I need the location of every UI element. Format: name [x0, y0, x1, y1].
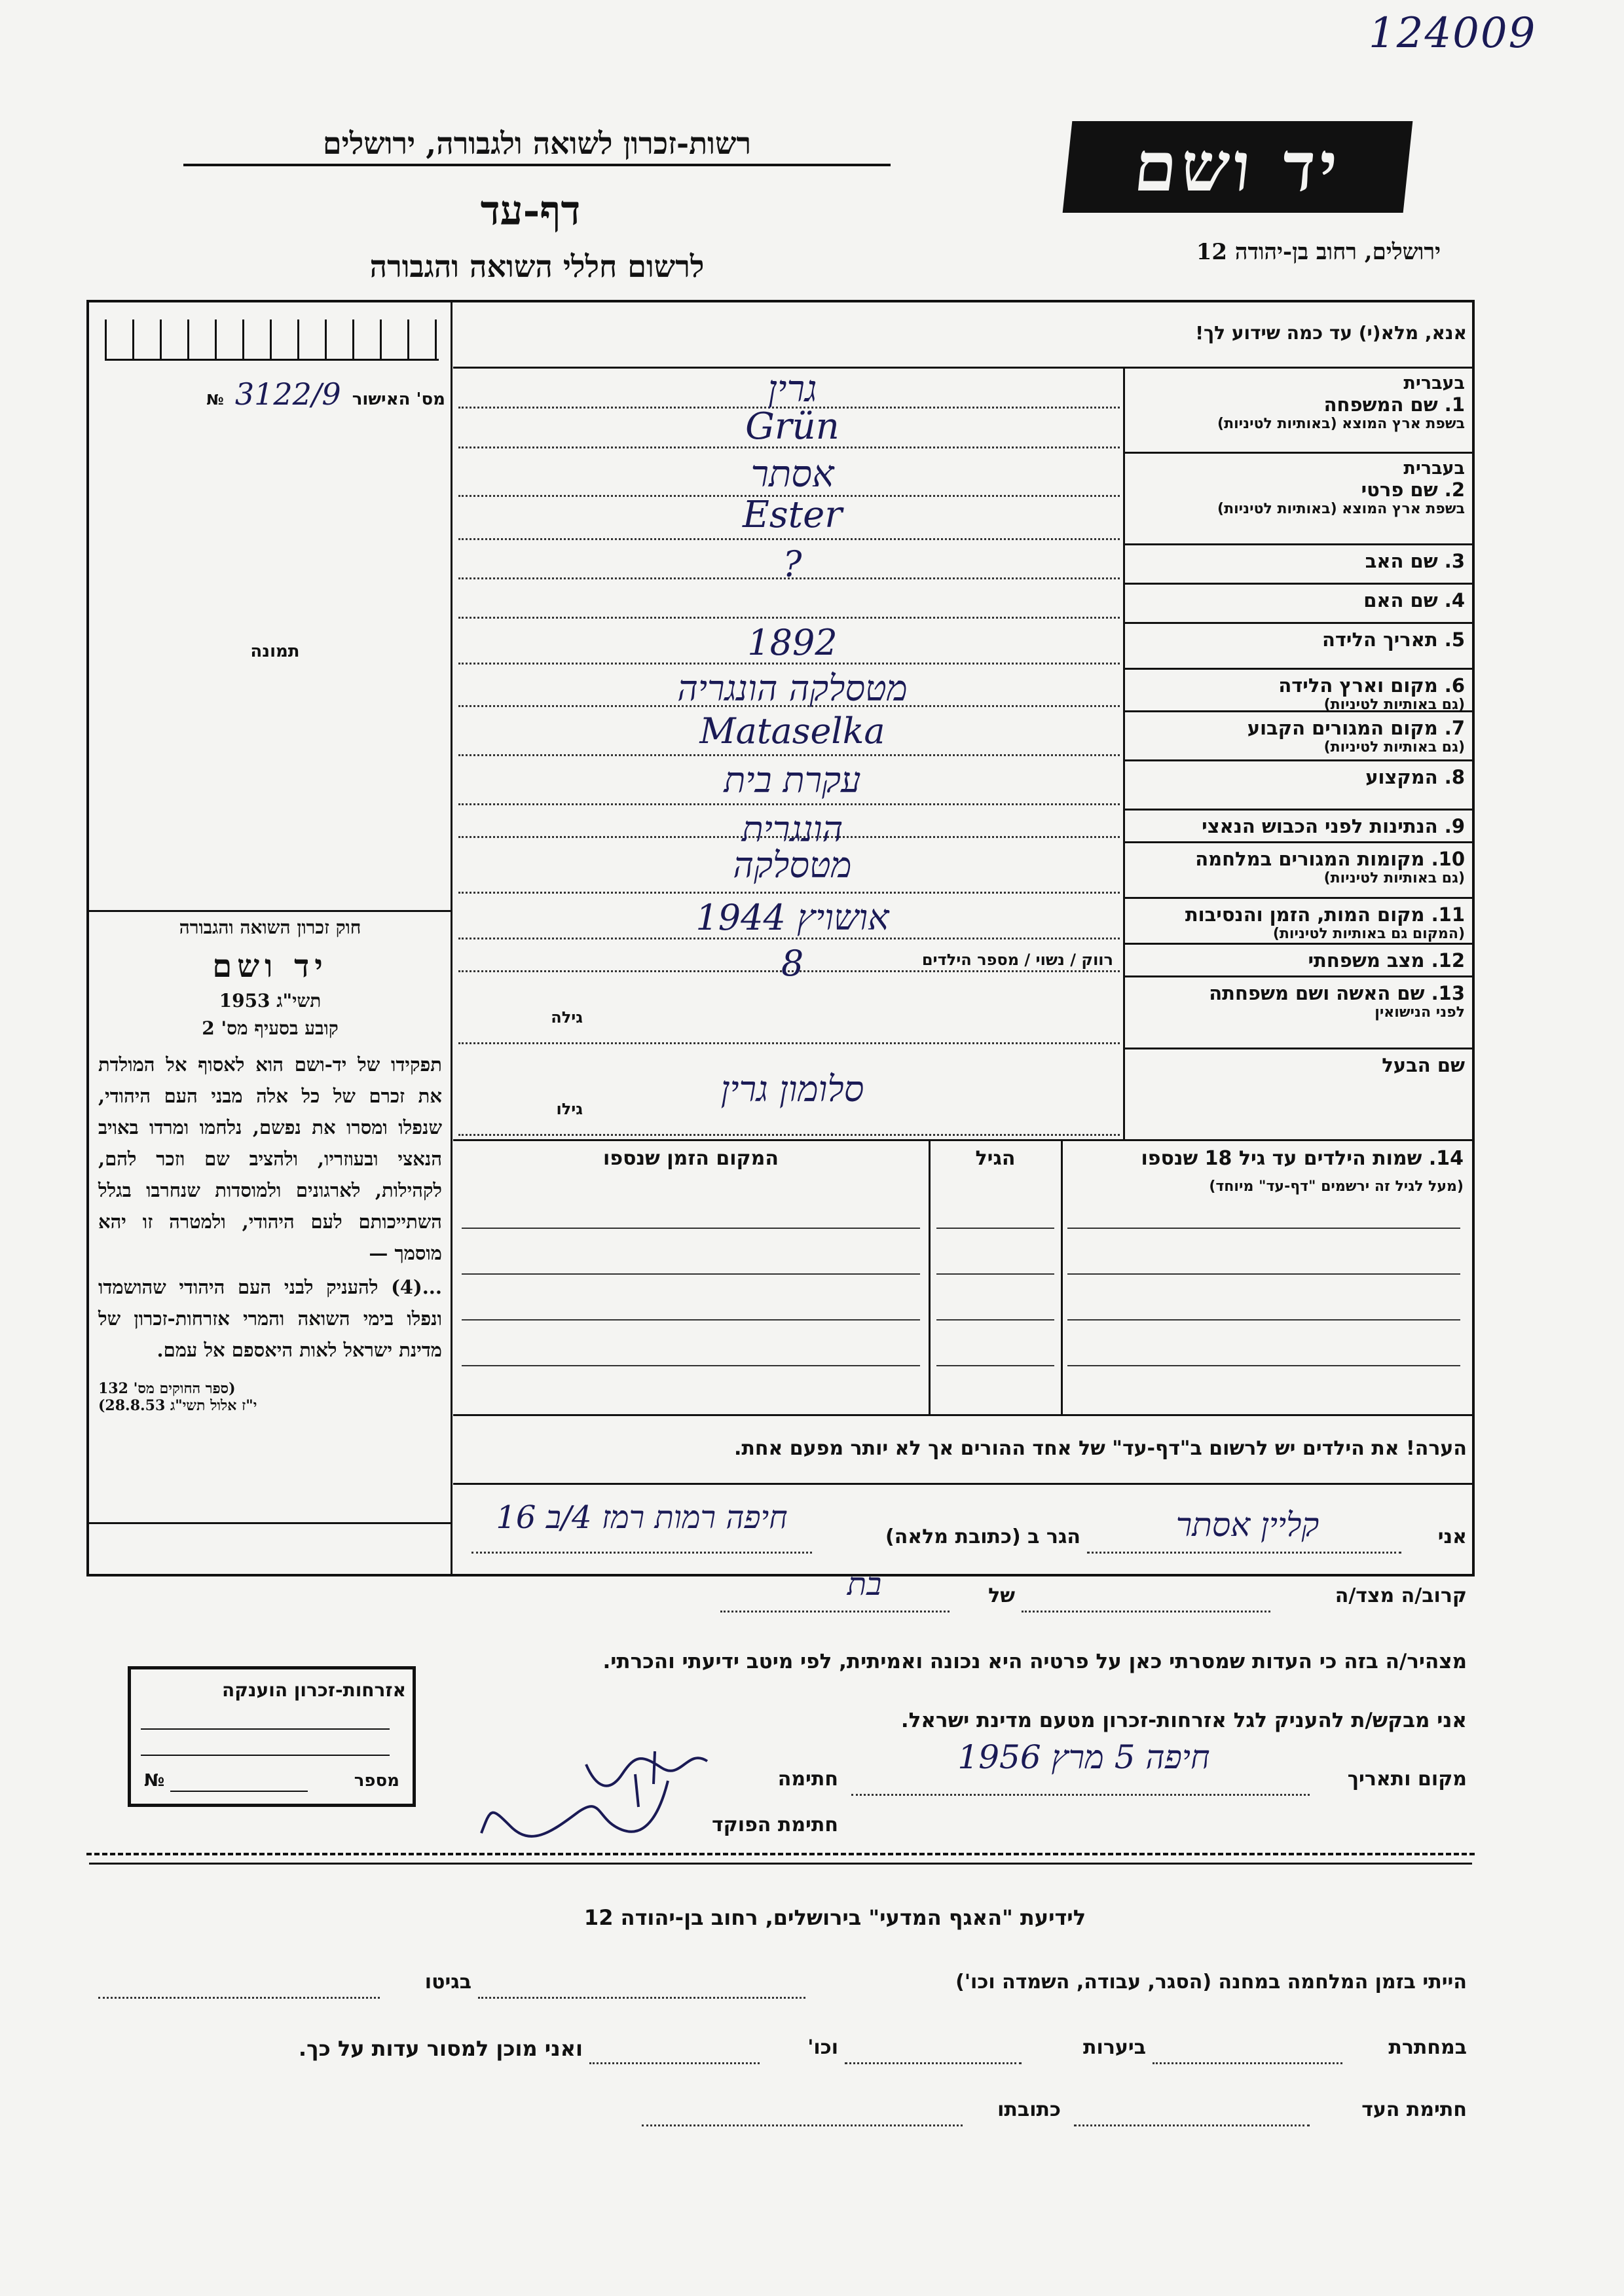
field-label-14	[1128, 1054, 1465, 1076]
field-value-heb: גרין	[767, 368, 817, 410]
certificate-no: №	[144, 1771, 165, 1791]
field-sub: בשפת ארץ המוצא (באותיות לטיניות)	[1217, 416, 1465, 432]
lang-label: בעברית	[1403, 458, 1465, 479]
field-title: 13. שם האשה ושם משפחתה	[1209, 982, 1465, 1004]
field-label-9	[1128, 815, 1465, 837]
field-value: הונגרית	[741, 809, 843, 850]
field-label-6	[1128, 674, 1465, 713]
child-row-line	[936, 1319, 1054, 1321]
footer-line3-a: חתימת העד	[1361, 2098, 1467, 2121]
field-label-1	[1128, 373, 1465, 432]
field-title: 4. שם האם	[1363, 589, 1465, 611]
field-label-2	[1128, 458, 1465, 517]
field-title: 1. שם המשפחה	[1323, 393, 1465, 416]
field-sub: (המקום גם באותיות לטיניות)	[1272, 926, 1465, 942]
id-boxes	[105, 319, 439, 361]
certificate-number-label: מספר	[354, 1771, 399, 1791]
child-row-line	[1067, 1319, 1460, 1321]
field-label-5	[1128, 629, 1465, 651]
footer-separator	[86, 1853, 1475, 1855]
field-sub: בשפת ארץ המוצא (באותיות לטיניות)	[1217, 501, 1465, 517]
field-value: 1892	[747, 622, 838, 663]
officer-label: חתימת הפוקד	[712, 1813, 838, 1836]
law-body: תפקידו של יד-ושם הוא לאסוף אל המולדת את זכרם של כל אלה מבני העם היהודי, שנפלו ומסרו את נפשם, נלחמו ומרדו באויב הנאצי ובעוזריו, ולהציב שם וזכר להם, לקהילות, לארגונים ולמוסדות שנחרבו בגלל השתייכותם לעם היהודי, ולמטרה זו יהא מוסמך —	[98, 1053, 442, 1264]
field-label-13	[1128, 982, 1465, 1021]
field-title: 8. המקצוע	[1365, 766, 1465, 788]
field-value: Mataselka	[699, 710, 885, 752]
declarant-i-label: אני	[1437, 1525, 1467, 1548]
field-label-12	[1128, 949, 1465, 972]
field-value: עקרת בית	[724, 759, 861, 801]
logo-text: יד ושם	[1130, 126, 1345, 207]
address: ירושלים, רחוב בן-יהודה 12	[1196, 239, 1441, 265]
field-sub: (גם באותיות לטיניות)	[1323, 697, 1465, 713]
footer-line2-a: במחתרת	[1388, 2036, 1467, 2059]
child-row-line	[1067, 1365, 1460, 1366]
record-value: 3122/9	[234, 376, 341, 412]
field-sub: (גם באותיות לטיניות)	[1323, 870, 1465, 886]
field-title: 2. שם פרטי	[1361, 479, 1465, 501]
law-item4: ...(4) להעניק לבני העם היהודי שהושמדו ונפלו בימי השואה והמרי אזרחות-זכרון של מדינת ישראל לאות היאספם אל עמם.	[98, 1276, 442, 1361]
footer-line2-c: וכו'	[807, 2036, 838, 2059]
law-name: יד ושם	[212, 948, 328, 985]
law-year: 1953	[219, 990, 270, 1011]
children-label	[1064, 1147, 1464, 1170]
field-title: שם הבעל	[1382, 1054, 1465, 1076]
form-title: דף-עד	[480, 187, 581, 234]
instruction: אנא, מלא(י) עד כמה שידוע לך!	[1195, 322, 1467, 344]
field-sub: (גם באותיות לטיניות)	[1323, 739, 1465, 756]
law-section: קובע בסעיף מס' 2	[202, 1017, 339, 1039]
field-value: מטסלקה הונגריה	[677, 668, 908, 709]
child-row-line	[936, 1365, 1054, 1366]
field-value: אושויץ 1944	[695, 897, 889, 938]
relation-label: קרוב/ה מצד/ה	[1335, 1584, 1467, 1607]
child-row-line	[462, 1365, 920, 1366]
place-date-label: מקום ותאריך	[1347, 1768, 1467, 1791]
children-age-col: הגיל	[975, 1147, 1016, 1170]
field-value: ?	[783, 543, 802, 585]
field-label-3	[1128, 550, 1465, 572]
children-place-col: המקום הזמן שנספו	[603, 1147, 779, 1170]
field-title: 3. שם האב	[1365, 550, 1465, 572]
record-number	[105, 376, 445, 412]
field-sub: לפני הנישואין	[1375, 1004, 1465, 1021]
field-value: סלומון גרין	[720, 1068, 864, 1110]
children-sub: (מעל לגיל זה ירשמים "דף-עד" מיוחד)	[1209, 1178, 1464, 1195]
relation-value: בת	[847, 1566, 882, 1603]
footer-line3-b: כתובתו	[997, 2098, 1061, 2121]
field-value-lat: Grün	[745, 405, 840, 448]
field-title: 12. מצב משפחתי	[1308, 949, 1465, 972]
field-value-heb: אסתר	[750, 453, 834, 496]
field-label-7	[1128, 717, 1465, 756]
law-box	[98, 917, 442, 1414]
org-line: רשות-זכרון לשואה ולגבורה, ירושלים	[183, 126, 891, 166]
certificate-title: אזרחות-זכרון הוענקה	[222, 1679, 406, 1701]
law-year-heb: תשי"ג	[276, 990, 322, 1011]
field-label-11	[1128, 903, 1465, 942]
request-text: אני מבקש/ת להעניק לגל אזרחות-זכרון מטעם מדינת ישראל.	[900, 1709, 1467, 1732]
law-citation1: (ספר החוקים מס' 132	[98, 1380, 236, 1397]
declaration-text: מצהיר/ה בזה כי העדות שמסרתי כאן על פרטיה היא נכונה ואמיתית, לפי מיטב ידיעתי והכרתי.	[602, 1650, 1467, 1673]
child-row-line	[936, 1228, 1054, 1229]
footer-notice: לידיעת "האגף המדעי" בירושלים, רחוב בן-יהודה 12	[583, 1905, 1086, 1930]
declarant-name: קליין אסתר	[1175, 1506, 1320, 1544]
child-row-line	[1067, 1273, 1460, 1275]
child-row-line	[462, 1273, 920, 1275]
field-title: 7. מקום המגורים הקבוע	[1247, 717, 1465, 739]
signature-label: חתימה	[777, 1768, 838, 1791]
law-citation2: י"ז אלול תשי"ג 28.8.53)	[98, 1397, 257, 1414]
field-value: 8	[781, 943, 804, 984]
record-label: מס' האישור	[352, 390, 445, 409]
child-row-line	[1067, 1228, 1460, 1229]
field-title: 6. מקום וארץ הלידה	[1278, 674, 1465, 697]
photo-label: תמונה	[250, 642, 300, 661]
lang-label: בעברית	[1403, 373, 1465, 393]
children-title: שמות הילדים עד גיל 18 שנספו	[1141, 1147, 1422, 1170]
footer-line1: הייתי בזמן המלחמה במחנה (הסגר, עבודה, השמדה וכו')	[955, 1971, 1467, 1994]
of-label: של	[988, 1584, 1015, 1607]
field-title: 9. הנתינות לפני הכבוש הנאצי	[1202, 815, 1465, 837]
field-label-10	[1128, 848, 1465, 886]
field-value-lat: Ester	[742, 494, 843, 536]
age-label: גילה	[551, 1008, 583, 1027]
field-value: מטסלקה	[733, 845, 852, 886]
law-title: חוק זכרון השואה והגבורה	[179, 917, 361, 938]
field-title: 10. מקומות המגורים במלחמה	[1195, 848, 1465, 870]
marital-options: רווק / נשוי / מספר הילדים	[921, 951, 1113, 969]
child-row-line	[936, 1273, 1054, 1275]
children-num: 14.	[1428, 1147, 1464, 1170]
residing-label: הגר ב (כתובת מלאה)	[885, 1525, 1080, 1548]
field-label-4	[1128, 589, 1465, 611]
field-title: 11. מקום המות, הזמן והנסיבות	[1185, 903, 1465, 926]
declarant-address: חיפה רמות רמז 4/ב 16	[496, 1499, 788, 1536]
place-date-value: חיפה 5 מרץ 1956	[957, 1738, 1210, 1776]
form-subtitle: לרשום חללי השואה והגבורה	[369, 249, 705, 284]
officer-signature	[471, 1768, 688, 1853]
age-label: גילו	[556, 1100, 583, 1118]
child-row-line	[462, 1319, 920, 1321]
footer-line2-b: ביערות	[1083, 2036, 1146, 2059]
yad-vashem-logo	[1063, 121, 1413, 213]
footer-line1-end: בגיטו	[424, 1971, 471, 1994]
child-row-line	[462, 1228, 920, 1229]
field-label-8	[1128, 766, 1465, 788]
field-title: 5. תאריך הלידה	[1321, 629, 1465, 651]
archive-number: 124009	[1369, 9, 1537, 58]
footer-line2-end: ואני מוכן למסור עדות על כך.	[298, 2036, 583, 2061]
record-prefix: №	[206, 392, 224, 409]
note: הערה! את הילדים יש לרשום ב"דף-עד" של אחד ההורים אך לא יותר מפעם אחת.	[733, 1437, 1467, 1460]
